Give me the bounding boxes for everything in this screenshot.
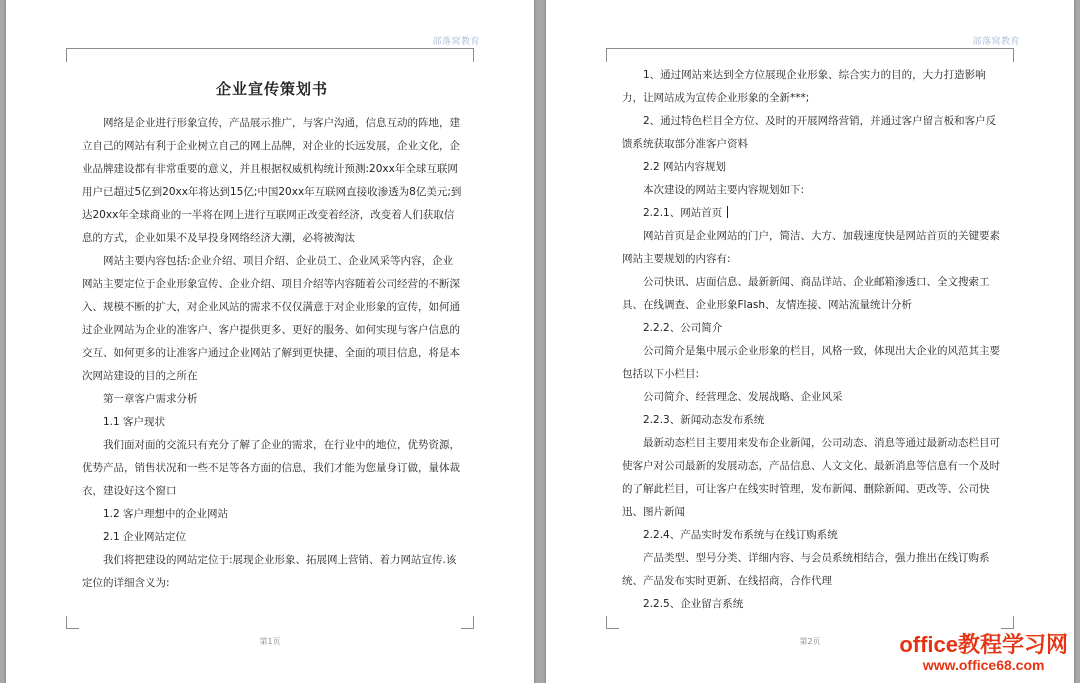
- paragraph: 公司简介是集中展示企业形象的栏目，风格一致，体现出大企业的风范其主要包括以下小栏目:: [622, 345, 1000, 380]
- section-heading: 2.2 网站内容规划: [643, 161, 727, 173]
- document-page-1: [6, 0, 534, 683]
- section-heading-with-cursor: [622, 202, 1002, 225]
- logo-brand-text: office教程学习网: [899, 632, 1068, 657]
- margin-corner-top-right: [1001, 48, 1014, 62]
- margin-corner-top-right: [461, 48, 474, 62]
- paragraph: 网站首页是企业网站的门户，简洁、大方、加载速度快是网站首页的关键要素网站主要规划的内容有:: [622, 230, 1000, 265]
- margin-corner-bottom-left: [66, 616, 79, 629]
- section-heading: 第一章客户需求分析: [103, 393, 198, 405]
- page-body[interactable]: [82, 72, 462, 595]
- paragraph: 2、通过特色栏目全方位、及时的开展网络营销，并通过客户留言板和客户反馈系统获取部分准客户资料: [622, 115, 997, 150]
- section-heading: 2.2.2、公司简介: [643, 322, 723, 334]
- margin-corner-bottom-left: [606, 616, 619, 629]
- page-number: 第2页: [799, 637, 821, 646]
- margin-corner-top-left: [606, 48, 619, 62]
- paragraph: 1、通过网站来达到全方位展现企业形象、综合实力的目的，大力打造影响力，让网站成为宣传企业形象的全新***;: [622, 69, 986, 104]
- header-rule: [606, 48, 1014, 49]
- paragraph: 公司快讯、店面信息、最新新闻、商品详站、企业邮箱渗透口、全文搜索工具、在线调查、企业形象Flash、友情连接、网站流量统计分析: [622, 276, 990, 311]
- paragraph: 最新动态栏目主要用来发布企业新闻，公司动态、消息等通过最新动态栏目可使客户对公司最新的发展动态，产品信息、人文文化、最新消息等信息有一个及时的了解此栏目，可让客户在线实时管理，发布新闻、删除新闻、更改等、公司快迅、图片新闻: [622, 437, 1000, 518]
- header-rule: [66, 48, 474, 49]
- paragraph: 产品类型、型号分类、详细内容、与会员系统相结合，强力推出在线订购系统、产品发布实时更新、在线招商，合作代理: [622, 552, 990, 587]
- section-heading: 2.2.5、企业留言系统: [643, 598, 744, 610]
- document-page-2: [546, 0, 1074, 683]
- section-heading: 2.2.3、新闻动态发布系统: [643, 414, 765, 426]
- section-heading: 公司简介、经营理念、发展战略、企业风采: [643, 391, 843, 403]
- document-title: 企业宣传策划书: [215, 80, 328, 98]
- margin-corner-top-left: [66, 48, 79, 62]
- section-heading: 1.1 客户现状: [103, 416, 166, 428]
- paragraph: 网站主要内容包括:企业介绍、项目介绍、企业员工、企业风采等内容，企业网站主要定位于企业形象宣传、企业介绍、项目介绍等内容随着公司经营的不断深入、规模不断的扩大，对企业风站的需求不仅仅满意于对企业形象的宣传，如何通过企业网站为企业的准客户、客户提供更多、更好的服务、如何实现与客户信息的交互、如何更多的让准客户通过企业网站了解到更快捷、全面的项目信息，将是本次网站建设的目的之所在: [82, 255, 460, 382]
- paragraph: 网络是企业进行形象宣传，产品展示推广，与客户沟通，信息互动的阵地，建立自己的网站有利于企业树立自己的网上品牌，对企业的长远发展，企业文化，企业品牌建设都有非常重要的意义，并且根据权威机构统计预测:20xx年全球互联网用户已超过5亿到20xx年将达到15亿;中国20xx年互联网直接收渗透为8亿美元;到达20xx年全球商业的一半将在网上进行互联网正改变着经济，改变着人们获取信息的方式，企业如果不及早投身网络经济大潮，必将被淘汰: [82, 117, 462, 244]
- paragraph: 我们面对面的交流只有充分了解了企业的需求，在行业中的地位，优势资源，优势产品，销售状况和一些不足等各方面的信息，我们才能为您量身订做，量体裁衣，建设好这个窗口: [82, 439, 460, 497]
- margin-corner-bottom-right: [1001, 616, 1014, 629]
- margin-corner-bottom-right: [461, 616, 474, 629]
- section-heading: 2.2.4、产品实时发布系统与在线订购系统: [643, 529, 838, 541]
- logo-url-text: www.office68.com: [922, 657, 1045, 673]
- header-watermark: 部落窝教育: [972, 37, 1020, 47]
- section-heading: 1.2 客户理想中的企业网站: [103, 508, 229, 520]
- site-logo: [899, 633, 1068, 673]
- paragraph: 我们将把建设的网站定位于:展现企业形象、拓展网上营销、着力网站宣传.该定位的详细含义为:: [82, 554, 457, 589]
- header-watermark: 部落窝教育: [432, 37, 480, 47]
- page-number: 第1页: [259, 637, 281, 646]
- section-heading: 本次建设的网站主要内容规划如下:: [643, 184, 805, 196]
- section-heading-text: 2.2.1、网站首页: [643, 207, 723, 219]
- section-heading: 2.1 企业网站定位: [103, 531, 187, 543]
- page-body[interactable]: [622, 64, 1002, 616]
- text-cursor: [727, 206, 728, 218]
